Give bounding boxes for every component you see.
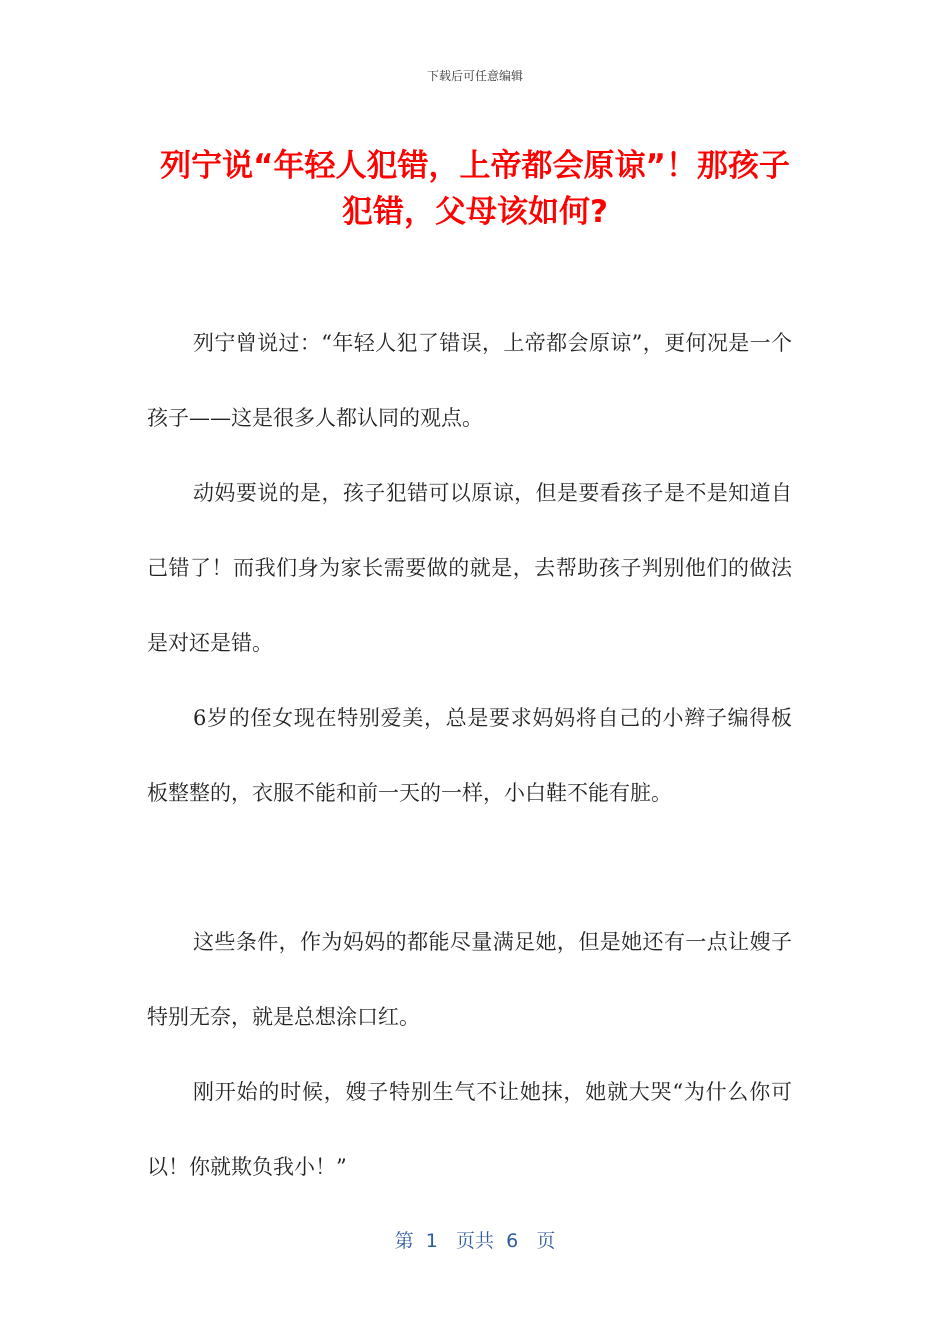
page-footer: [0, 1226, 950, 1253]
paragraph-4: 这些条件，作为妈妈的都能尽量满足她，但是她还有一点让嫂子特别无奈，就是总想涂口红。: [147, 930, 792, 1029]
current-page-number: 1: [425, 1230, 438, 1252]
page-label-prefix: 第: [394, 1230, 414, 1252]
page-label-middle: 页共: [455, 1230, 494, 1252]
paragraph-3: 6岁的侄女现在特别爱美，总是要求妈妈将自己的小辫子编得板板整整的，衣服不能和前一天的一样，小白鞋不能有脏。: [147, 706, 792, 805]
article-title: 列宁说“年轻人犯错，上帝都会原谅”！那孩子犯错，父母该如何?: [160, 148, 790, 230]
paragraph-5: 刚开始的时候，嫂子特别生气不让她抹，她就大哭“为什么你可以！你就欺负我小！”: [147, 1080, 792, 1179]
paragraph-1: 列宁曾说过：“年轻人犯了错误，上帝都会原谅”，更何况是一个孩子——这是很多人都认同的观点。: [147, 331, 792, 430]
total-pages-number: 6: [506, 1230, 519, 1252]
header-note: 下载后可任意编辑: [426, 69, 523, 83]
paragraph-2: 动妈要说的是，孩子犯错可以原谅，但是要看孩子是不是知道自己错了！而我们身为家长需要做的就是，去帮助孩子判别他们的做法是对还是错。: [147, 481, 792, 655]
page-label-suffix: 页: [536, 1230, 556, 1252]
